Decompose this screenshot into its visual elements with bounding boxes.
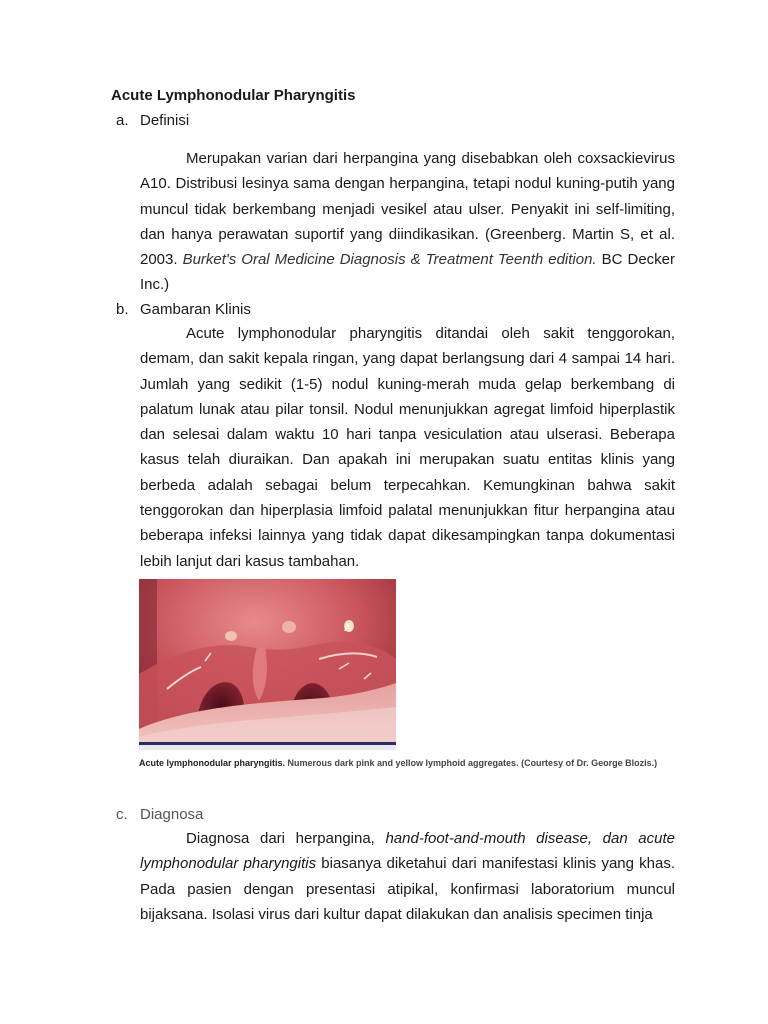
caption-text: Numerous dark pink and yellow lymphoid aggregates. (Courtesy of Dr. George Blozis.) bbox=[285, 758, 658, 768]
section-a-letter: a. bbox=[116, 112, 129, 129]
section-b-letter: b. bbox=[116, 301, 129, 318]
section-c-title: Diagnosa bbox=[140, 806, 204, 823]
document-title: Acute Lymphonodular Pharyngitis bbox=[111, 87, 356, 104]
figure-caption bbox=[139, 758, 676, 769]
section-b-heading bbox=[116, 300, 251, 320]
definition-tail: BC Decker Inc.) bbox=[140, 251, 676, 294]
diagnosis-paragraph bbox=[140, 826, 675, 927]
diagnosis-text-end: biasanya diketahui dari manifestasi klinis yang khas. Pada pasien dengan presentasi atipikal, konfirmasi laboratorium muncul bijaksana. Isolasi virus dari kultur dapat dilakukan dan analisis specimen tinja bbox=[140, 855, 675, 923]
section-c-letter: c. bbox=[116, 806, 128, 823]
definition-text: Merupakan varian dari herpangina yang disebabkan oleh coxsackievirus A10. Distribusi lesinya sama dengan herpangina, tetapi nodul kuning-putih yang muncul tidak berkembang menjadi vesikel atau ulser. Penyakit ini self-limiting, dan hanya perawatan suportif yang diindikasikan. (Greenberg. Martin S, et al. 2003. bbox=[140, 150, 675, 269]
section-a-heading bbox=[116, 111, 189, 131]
diagnosis-italic: hand-foot-and-mouth disease, dan acute lymphonodular pharyngitis bbox=[140, 830, 675, 873]
section-b-title: Gambaran Klinis bbox=[140, 301, 251, 318]
caption-lead: Acute lymphonodular pharyngitis. bbox=[139, 758, 286, 768]
book-title: Burket's Oral Medicine Diagnosis & Treatment Teenth edition. bbox=[182, 251, 597, 269]
definition-paragraph bbox=[140, 146, 675, 298]
clinical-paragraph: Acute lymphonodular pharyngitis ditandai oleh sakit tenggorokan, demam, dan sakit kepala ringan, yang dapat berlangsung dari 4 sampai 14 hari. Jumlah yang sedikit (1-5) nodul kuning-merah muda gelap berkembang di palatum lunak atau pilar tonsil. Nodul menunjukkan agregat limfoid hiperplastik dan selesai dalam waktu 10 hari tanpa vesiculation atau ulserasi. Beberapa kasus telah diuraikan. Dan apakah ini merupakan suatu entitas klinis yang berbeda adalah sebagai belum terpecahkan. Kemungkinan bahwa sakit tenggorokan dan hiperplasia limfoid palatal menunjukkan fitur herpangina atau beberapa infeksi lainnya yang tidak dapat dikesampingkan tanpa dokumentasi lebih lanjut dari kasus tambahan. bbox=[140, 325, 675, 570]
section-c-heading bbox=[116, 805, 203, 825]
diagnosis-text-start: Diagnosa dari herpangina, bbox=[186, 830, 386, 847]
svg-text:A: A bbox=[344, 623, 352, 634]
clinical-photo bbox=[139, 579, 396, 750]
clinical-photo-illustration bbox=[139, 579, 396, 750]
section-a-title: Definisi bbox=[140, 112, 190, 129]
